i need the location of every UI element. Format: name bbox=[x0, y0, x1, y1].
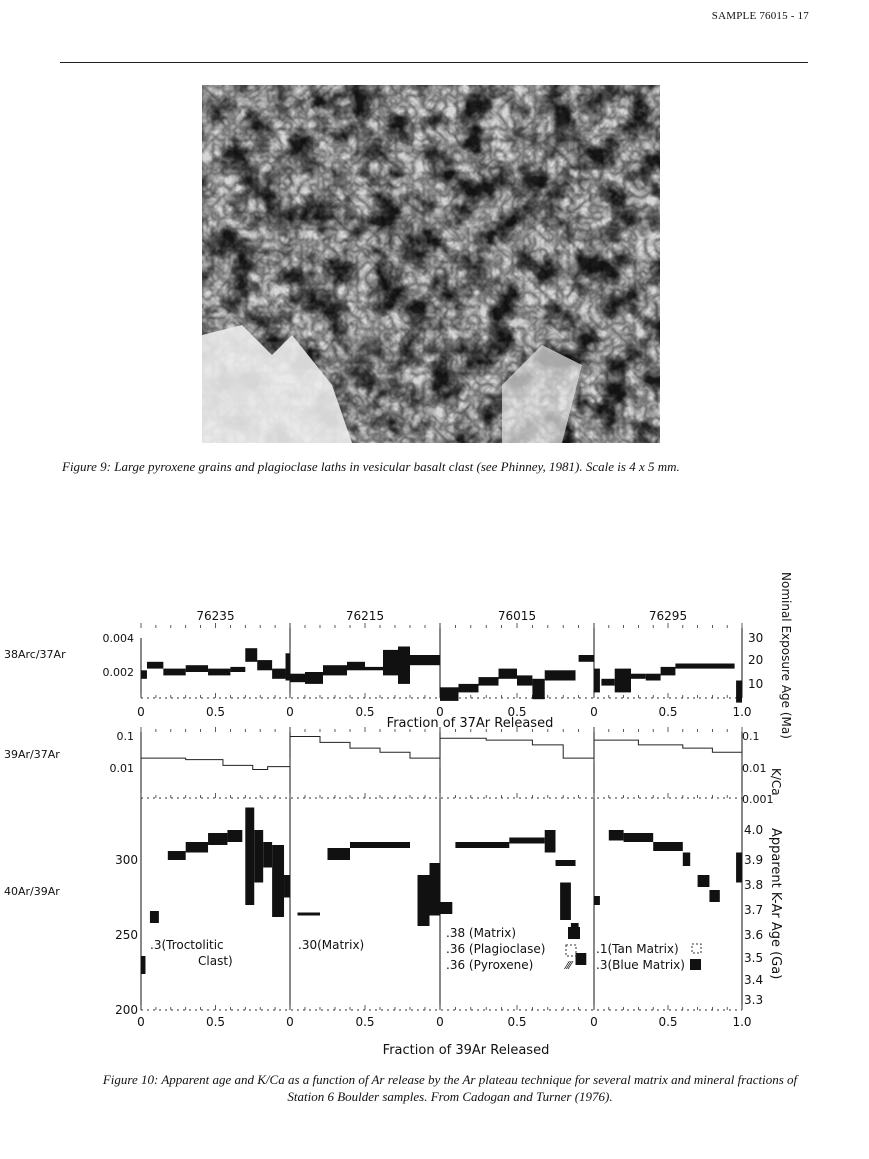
top-xtick: 0 bbox=[286, 705, 294, 719]
top-step-block bbox=[272, 669, 285, 679]
legend-swatch-plagioclase bbox=[566, 945, 576, 956]
middle-ytick-right: 0.001 bbox=[742, 793, 774, 806]
top-step-block bbox=[398, 647, 410, 684]
kca-step-line bbox=[440, 738, 594, 762]
age-step-block bbox=[418, 875, 430, 926]
top-step-block bbox=[347, 662, 365, 671]
top-step-block bbox=[257, 660, 272, 670]
top-xtick: 0.5 bbox=[355, 705, 375, 719]
age-step-block bbox=[150, 911, 159, 923]
middle-ytick-right: 0.1 bbox=[742, 730, 760, 743]
top-step-block bbox=[245, 648, 257, 662]
sample-label: 76215 bbox=[345, 609, 385, 623]
top-step-block bbox=[545, 670, 576, 680]
top-ylabel-right: Nominal Exposure Age (Ma) bbox=[779, 572, 793, 739]
bottom-xtick: 0.5 bbox=[205, 1015, 226, 1029]
age-step-block bbox=[227, 830, 242, 842]
figure-10-caption: Figure 10: Apparent age and K/Ca as a function of Ar release by the Ar plateau technique for several matrix and mineral fractions of Station 6 Boulder samples. From Cadogan and Turner (1976). bbox=[102, 1072, 798, 1104]
age-step-block bbox=[298, 913, 321, 916]
sample-label: 76235 bbox=[196, 609, 235, 623]
age-step-block bbox=[245, 808, 254, 906]
top-ylabel: 38Arc/37Ar bbox=[4, 648, 66, 661]
top-step-block bbox=[736, 681, 742, 703]
age-step-block bbox=[208, 833, 227, 845]
top-step-block bbox=[661, 667, 676, 676]
age-step-block bbox=[624, 833, 654, 842]
middle-ytick-left: 0.01 bbox=[109, 762, 134, 775]
bottom-ytick-right: 3.5 bbox=[744, 951, 764, 965]
middle-ytick-right: 0.01 bbox=[742, 762, 767, 775]
bottom-ytick-right: 3.4 bbox=[744, 973, 764, 987]
bottom-ytick-left: 250 bbox=[115, 928, 138, 942]
legend-entry: .36 (Pyroxene) bbox=[446, 958, 534, 972]
top-xtick: 0.5 bbox=[507, 705, 527, 719]
sample-label: 76295 bbox=[648, 609, 688, 623]
bottom-ytick-right: 3.6 bbox=[744, 928, 764, 942]
kca-step-line bbox=[290, 737, 440, 768]
bottom-ytick-left: 200 bbox=[115, 1003, 138, 1017]
top-step-block bbox=[286, 653, 290, 680]
top-step-block bbox=[675, 664, 734, 669]
legend-swatch-tan-matrix bbox=[692, 944, 701, 953]
page-header: SAMPLE 76015 - 17 bbox=[711, 10, 809, 22]
top-xtick: 1.0 bbox=[732, 705, 752, 719]
middle-ylabel: 39Ar/37Ar bbox=[4, 748, 60, 761]
top-step-block bbox=[499, 669, 517, 679]
middle-ylabel-right: K/Ca bbox=[769, 768, 783, 796]
age-step-block bbox=[545, 830, 556, 853]
bottom-xtick: 0 bbox=[137, 1015, 145, 1029]
legend-entry: .38 (Matrix) bbox=[446, 926, 517, 940]
top-step-block bbox=[147, 662, 163, 669]
age-step-block bbox=[698, 875, 710, 887]
top-step-block bbox=[290, 674, 305, 683]
bottom-xtick: 0 bbox=[286, 1015, 294, 1029]
age-step-block bbox=[683, 853, 690, 867]
age-step-block bbox=[556, 860, 576, 866]
age-step-block bbox=[168, 851, 186, 860]
kca-step-line bbox=[594, 740, 742, 768]
age-step-block bbox=[440, 902, 452, 914]
legend-entry: .30(Matrix) bbox=[298, 938, 365, 952]
age-step-block bbox=[455, 842, 509, 848]
top-ytick-right: 10 bbox=[748, 677, 764, 691]
bottom-ytick-left: 300 bbox=[115, 853, 138, 867]
top-xtick: 0 bbox=[137, 705, 145, 719]
age-step-block bbox=[186, 842, 208, 853]
age-step-block bbox=[430, 863, 441, 916]
bottom-ytick-right: 4.0 bbox=[744, 823, 764, 837]
age-step-block bbox=[736, 853, 742, 883]
bottom-ytick-right: 3.8 bbox=[744, 878, 764, 892]
top-ytick-right: 30 bbox=[748, 631, 764, 645]
bottom-xtick: 0.5 bbox=[658, 1015, 678, 1029]
top-xtick: 0.5 bbox=[658, 705, 678, 719]
age-step-block bbox=[709, 890, 719, 902]
legend-entry: .36 (Plagioclase) bbox=[446, 942, 546, 956]
bottom-ytick-right: 3.9 bbox=[744, 853, 764, 867]
age-step-block bbox=[141, 956, 145, 974]
top-step-block bbox=[631, 674, 646, 679]
top-step-block bbox=[141, 670, 147, 679]
age-step-block bbox=[254, 830, 263, 883]
age-step-block bbox=[263, 842, 272, 868]
top-step-block bbox=[517, 675, 532, 685]
top-step-block bbox=[458, 684, 478, 693]
bottom-xtick: 0 bbox=[590, 1015, 598, 1029]
legend-entry: Clast) bbox=[198, 954, 233, 968]
middle-ytick-left: 0.1 bbox=[116, 730, 134, 743]
bottom-xtick: 0.5 bbox=[355, 1015, 375, 1029]
sample-label: 76015 bbox=[497, 609, 537, 623]
top-ytick-right: 20 bbox=[748, 653, 764, 667]
bottom-ylabel: 40Ar/39Ar bbox=[4, 885, 60, 898]
figure-10-chart bbox=[0, 560, 869, 1070]
bottom-xlabel: Fraction of 39Ar Released bbox=[382, 1043, 550, 1058]
age-step-block bbox=[576, 953, 587, 965]
top-step-block bbox=[532, 679, 544, 699]
top-step-block bbox=[305, 672, 323, 684]
legend-entry: .3(Blue Matrix) bbox=[596, 958, 685, 972]
top-xtick: 0 bbox=[590, 705, 598, 719]
top-ytick-left: 0.004 bbox=[102, 632, 134, 645]
micrograph-photo bbox=[202, 85, 660, 443]
top-step-block bbox=[323, 665, 347, 675]
legend-entry: .1(Tan Matrix) bbox=[596, 942, 679, 956]
top-step-block bbox=[163, 669, 185, 676]
top-step-block bbox=[440, 687, 458, 701]
legend-swatch-pyroxene: ⁄⁄⁄ bbox=[566, 959, 572, 972]
age-step-block bbox=[272, 845, 284, 917]
top-step-block bbox=[365, 667, 383, 670]
age-step-block bbox=[328, 848, 351, 860]
top-step-block bbox=[615, 669, 631, 693]
age-step-block bbox=[609, 830, 624, 841]
bottom-ytick-right: 3.3 bbox=[744, 993, 764, 1007]
top-xtick: 0.5 bbox=[205, 705, 226, 719]
age-step-block bbox=[284, 875, 290, 898]
bottom-ylabel-right: Apparent K-Ar Age (Ga) bbox=[768, 828, 783, 980]
age-step-block bbox=[509, 838, 544, 844]
legend-entry: .3(Troctolitic bbox=[150, 938, 224, 952]
bottom-ytick-right: 3.7 bbox=[744, 903, 764, 917]
top-step-block bbox=[208, 669, 230, 676]
legend-swatch-matrix bbox=[568, 927, 580, 939]
bottom-xtick: 0 bbox=[436, 1015, 444, 1029]
top-step-block bbox=[383, 650, 398, 676]
top-ytick-left: 0.002 bbox=[102, 666, 134, 679]
age-step-block bbox=[560, 883, 571, 921]
bottom-xtick: 1.0 bbox=[732, 1015, 752, 1029]
bottom-xtick: 0.5 bbox=[507, 1015, 527, 1029]
top-xlabel: Fraction of 37Ar Released bbox=[386, 716, 554, 731]
top-xtick: 0 bbox=[436, 705, 444, 719]
age-step-block bbox=[350, 842, 410, 848]
kca-step-line bbox=[141, 758, 290, 769]
age-step-block bbox=[594, 896, 600, 905]
top-step-block bbox=[579, 655, 594, 662]
top-step-block bbox=[594, 669, 600, 693]
legend-swatch-blue-matrix bbox=[690, 959, 701, 970]
top-step-block bbox=[186, 665, 208, 672]
top-step-block bbox=[230, 667, 245, 672]
figure-9-caption: Figure 9: Large pyroxene grains and plagioclase laths in vesicular basalt clast (see Phinney, 1981). Scale is 4 x 5 mm. bbox=[62, 459, 680, 474]
header-rule bbox=[60, 62, 808, 63]
top-step-block bbox=[646, 674, 661, 681]
age-step-block bbox=[653, 842, 683, 851]
top-step-block bbox=[601, 679, 614, 686]
top-step-block bbox=[479, 677, 499, 686]
top-step-block bbox=[410, 655, 440, 665]
